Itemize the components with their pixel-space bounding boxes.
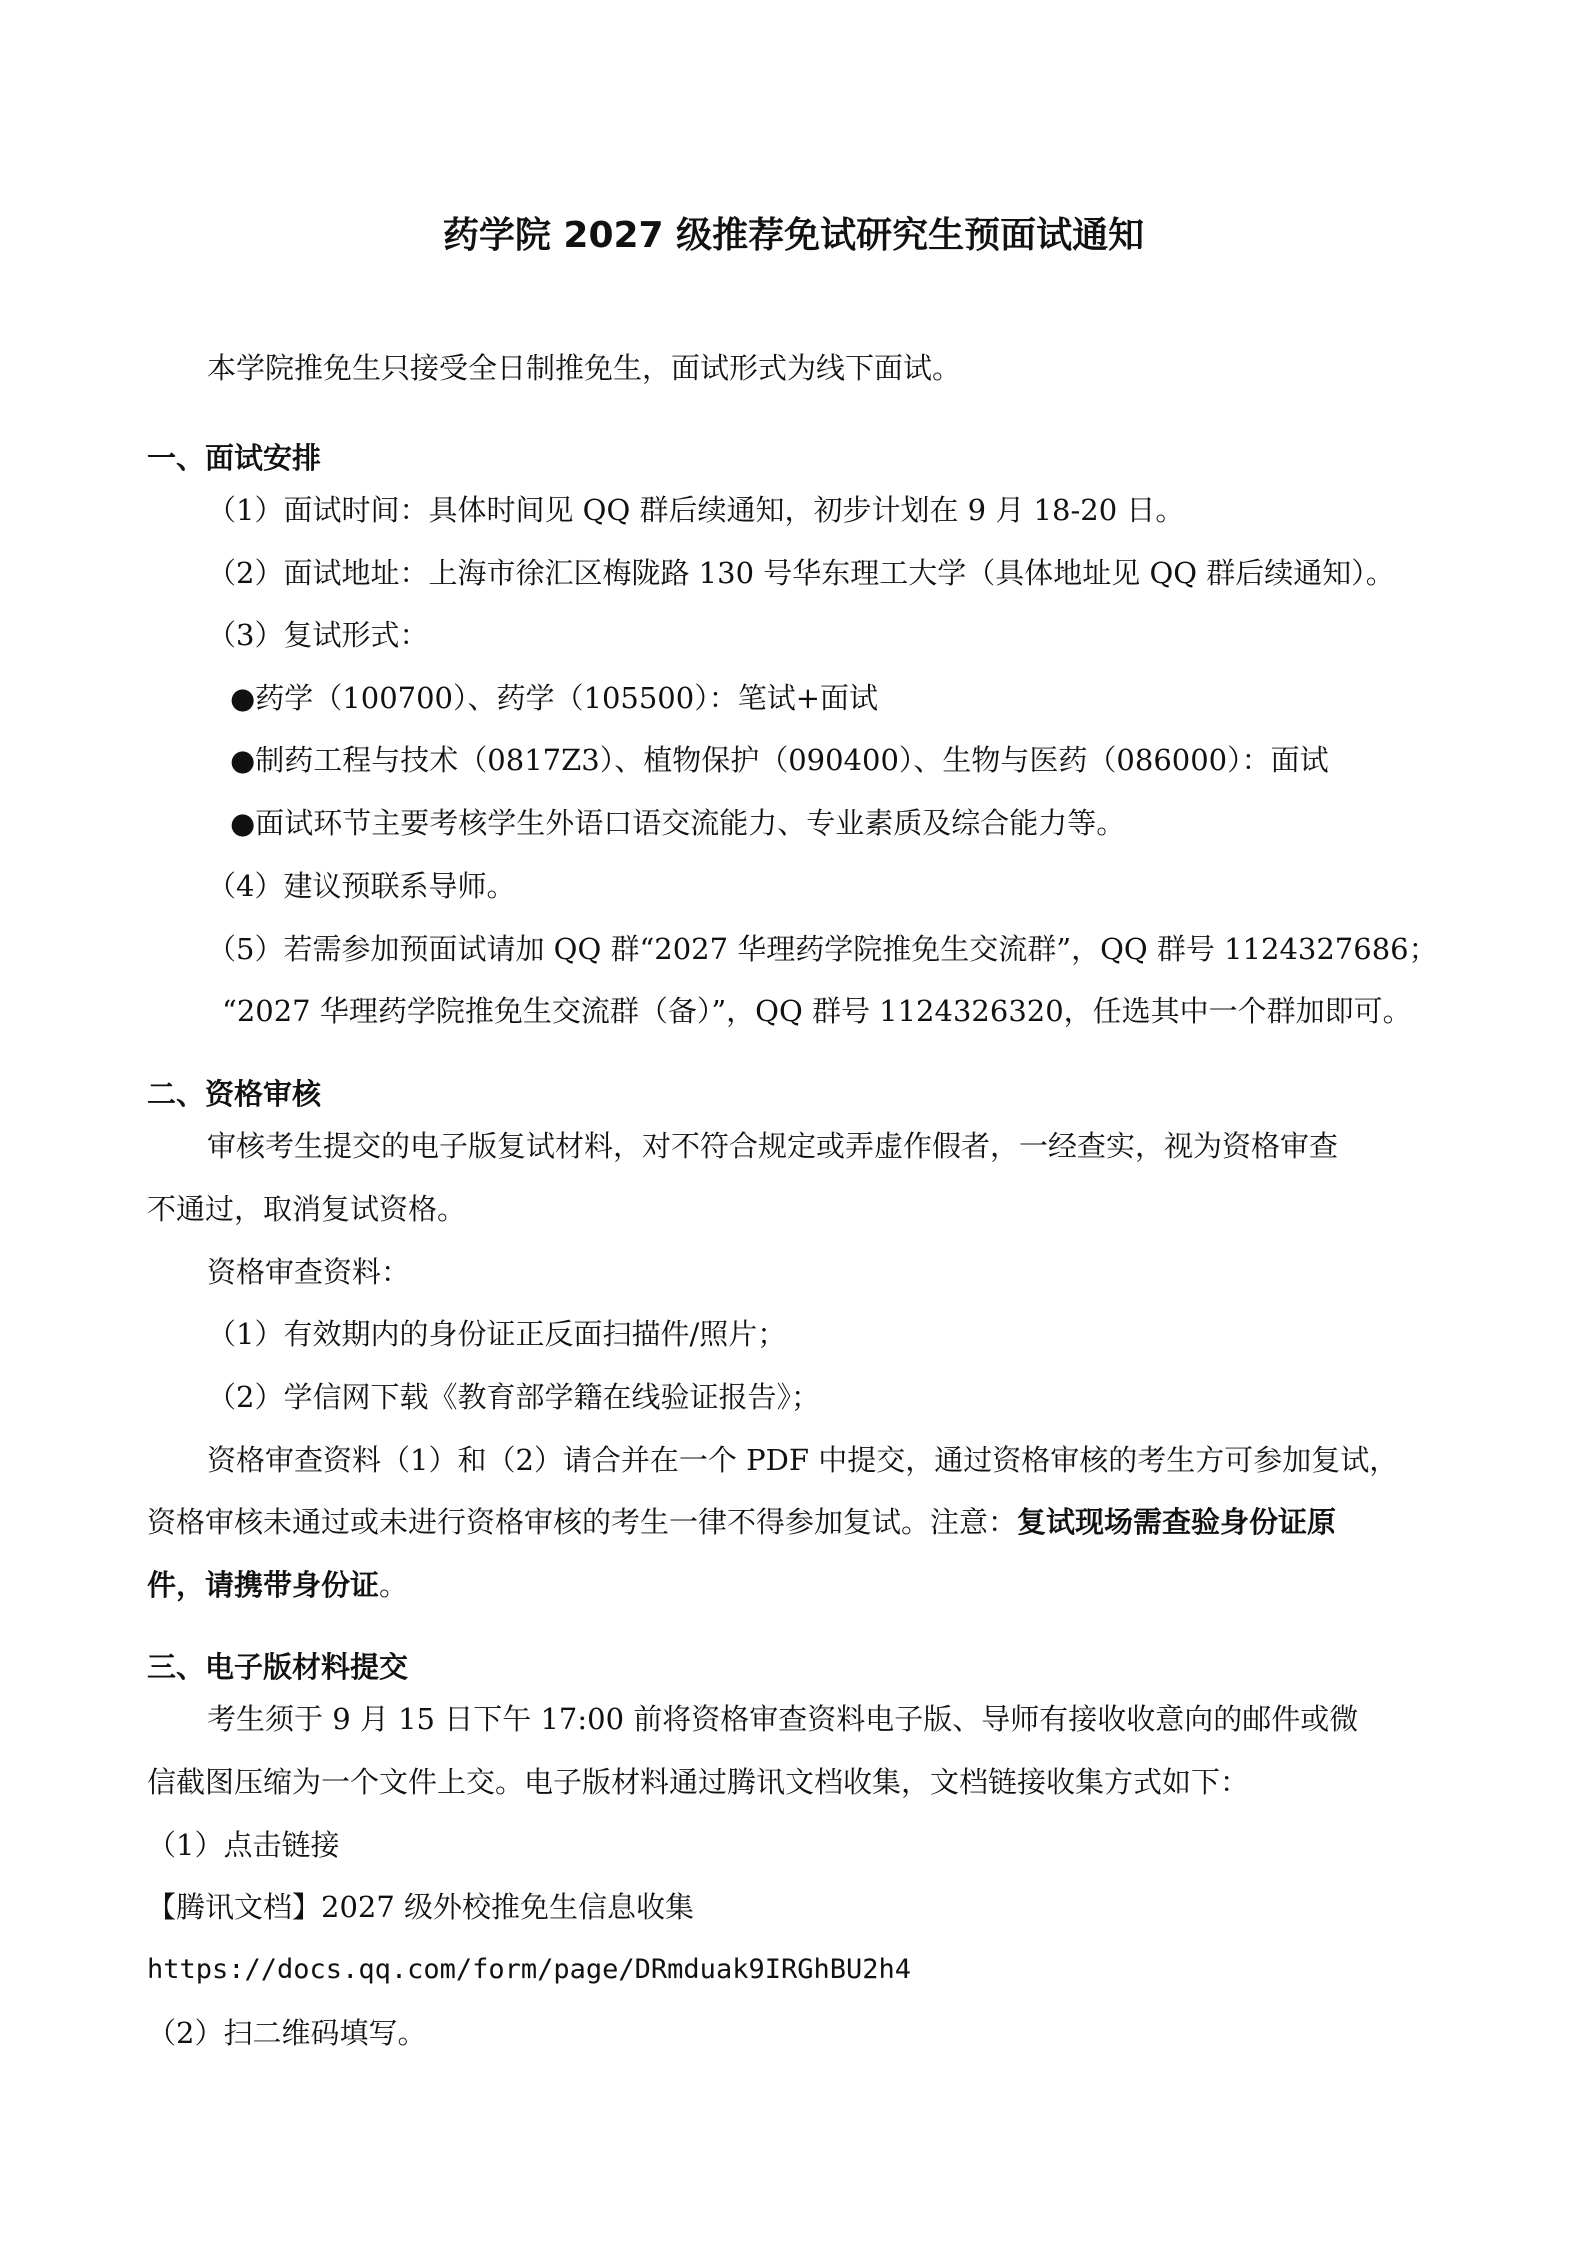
intro-paragraph: 本学院推免生只接受全日制推免生，面试形式为线下面试。 [207,351,962,385]
qq-group-line-1: （5）若需参加预面试请加 QQ 群“2027 华理药学院推免生交流群”，QQ 群号 1124327686； [207,932,1438,966]
submission-para-line2: 信截图压缩为一个文件上交。电子版材料通过腾讯文档收集，文档链接收集方式如下： [147,1765,1250,1799]
section-heading-qualification: 二、资格审核 [147,1077,322,1111]
notice-normal-text: 资格审核未通过或未进行资格审核的考生一律不得参加复试。注意： [147,1505,1018,1539]
notice-bold-text-cont: 件，请携带身份证 [147,1568,380,1602]
qq-group-line-2: “2027 华理药学院推免生交流群（备）”，QQ 群号 1124326320，任选其中一个群加即可。 [222,994,1412,1028]
interview-time: （1）面试时间：具体时间见 QQ 群后续通知，初步计划在 9 月 18-20 日。 [207,493,1185,527]
material-chsi-report: （2）学信网下载《教育部学籍在线验证报告》； [207,1380,820,1414]
tencent-doc-link-title[interactable]: 【腾讯文档】2027 级外校推免生信息收集 [147,1890,695,1924]
page-title: 药学院 2027 级推荐免试研究生预面试通知 [442,215,1145,256]
section-heading-submission: 三、电子版材料提交 [147,1650,409,1684]
qualification-para2-line3 [147,1565,408,1605]
interview-format-label: （3）复试形式： [207,618,429,652]
notice-end-punct: 。 [379,1568,409,1602]
qualification-para2-line1: 资格审查资料（1）和（2）请合并在一个 PDF 中提交，通过资格审核的考生方可参加复试， [207,1443,1399,1477]
interview-address: （2）面试地址：上海市徐汇区梅陇路 130 号华东理工大学（具体地址见 QQ 群后续通知）。 [207,556,1395,590]
qualification-para1-line1: 审核考生提交的电子版复试材料，对不符合规定或弄虚作假者，一经查实，视为资格审查 [207,1129,1339,1163]
format-bullet-pharmacy: ●药学（100700）、药学（105500）：笔试+面试 [230,681,879,715]
submission-para-line1: 考生须于 9 月 15 日下午 17:00 前将资格审查资料电子版、导师有接收收意向的邮件或微 [207,1702,1359,1736]
notice-bold-text: 复试现场需查验身份证原 [1017,1505,1337,1539]
submission-step-qrcode: （2）扫二维码填写。 [147,2016,427,2050]
format-bullet-assessment: ●面试环节主要考核学生外语口语交流能力、专业素质及综合能力等。 [230,806,1126,840]
format-bullet-engineering: ●制药工程与技术（0817Z3）、植物保护（090400）、生物与医药（086000）：面试 [230,743,1329,777]
tencent-doc-url[interactable]: https://docs.qq.com/form/page/DRmduak9IRGhBU2h4 [147,1954,912,1985]
qualification-para2-line2 [147,1502,1336,1542]
section-heading-interview: 一、面试安排 [147,441,322,475]
material-id-card: （1）有效期内的身份证正反面扫描件/照片； [207,1317,787,1351]
submission-step-click: （1）点击链接 [147,1828,340,1862]
qualification-para1-line2: 不通过，取消复试资格。 [147,1192,467,1226]
contact-advisor-note: （4）建议预联系导师。 [207,869,516,903]
materials-label: 资格审查资料： [207,1255,411,1289]
